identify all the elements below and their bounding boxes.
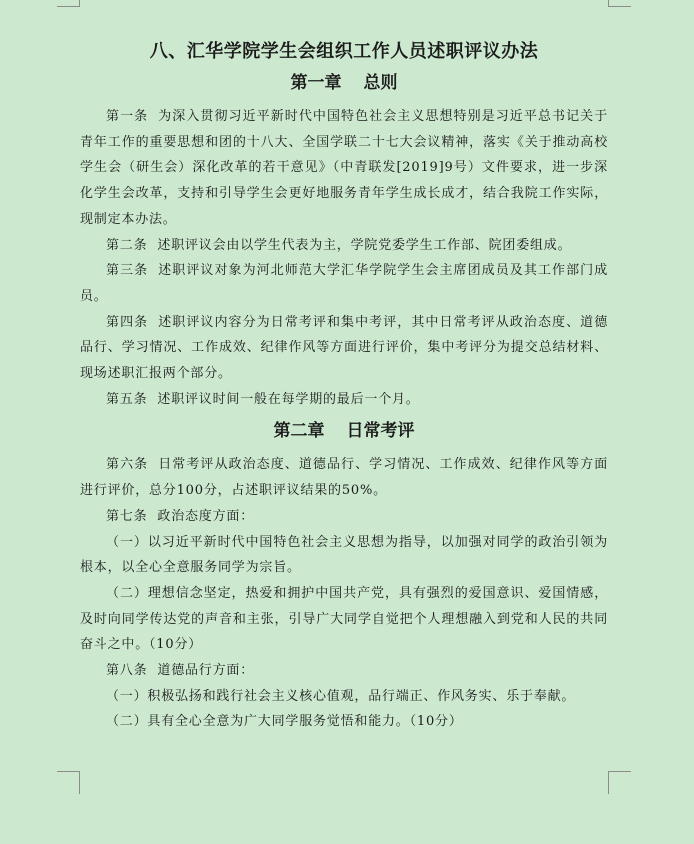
article-label: 第五条 [106, 391, 148, 407]
chapter-name: 总则 [363, 73, 398, 93]
article-label: 第八条 [106, 663, 148, 679]
article-7 [80, 504, 608, 530]
article-text: 述职评议对象为河北师范大学汇华学院学生会主席团成员及其工作部门成员。 [80, 263, 608, 304]
article-text: 述职评议内容分为日常考评和集中考评，其中日常考评从政治态度、道德品行、学习情况、工作成效、纪律作风等方面进行评价，集中考评分为提交总结材料、现场述职汇报两个部分。 [80, 314, 608, 382]
article-7-item-1 [80, 530, 608, 581]
article-text: （二）具有全心全意为广大同学服务觉悟和能力。（10分） [106, 714, 463, 730]
crop-mark-top-left [57, 0, 80, 7]
article-text: （二）理想信念坚定，热爱和拥护中国共产党，具有强烈的爱国意识、爱国情感，及时向同学传达党的声音和主张，引导广大同学自觉把个人理想融入到党和人民的共同奋斗之中。（10分） [80, 585, 608, 653]
article-8-item-2 [80, 709, 608, 735]
crop-mark-bottom-right [608, 771, 631, 794]
article-2 [80, 233, 608, 259]
article-text: 述职评议会由以学生代表为主，学院党委学生工作部、院团委组成。 [157, 237, 572, 253]
article-text: （一）积极弘扬和践行社会主义核心值观，品行端正、作风务实、乐于奉献。 [106, 688, 576, 704]
chapter-heading-2 [80, 416, 608, 446]
article-6 [80, 452, 608, 503]
chapter-number: 第二章 [273, 421, 325, 442]
article-5 [80, 387, 608, 413]
article-8-item-1 [80, 684, 608, 710]
article-text: 道德品行方面： [157, 663, 255, 679]
chapter-name: 日常考评 [346, 421, 415, 442]
article-text: 述职评议时间一般在每学期的最后一个月。 [157, 391, 420, 407]
article-4 [80, 310, 608, 387]
document-page [80, 38, 608, 735]
article-label: 第六条 [106, 457, 149, 473]
article-8 [80, 658, 608, 684]
crop-mark-top-right [608, 0, 631, 7]
article-text: 日常考评从政治态度、道德品行、学习情况、工作成效、纪律作风等方面进行评价，总分100分，占述职评议结果的50%。 [80, 457, 608, 499]
crop-mark-bottom-left [57, 771, 80, 794]
article-label: 第三条 [106, 263, 149, 279]
article-label: 第一条 [106, 109, 149, 124]
chapter-heading-1 [80, 68, 608, 98]
article-label: 第二条 [106, 237, 148, 253]
article-text: 政治态度方面： [157, 508, 255, 524]
article-label: 第七条 [106, 508, 148, 524]
chapter-number: 第一章 [290, 73, 342, 93]
document-title: 八、汇华学院学生会组织工作人员述职评议办法 [149, 41, 539, 62]
article-text: （一）以习近平新时代中国特色社会主义思想为指导，以加强对同学的政治引领为根本，以全心全意服务同学为宗旨。 [80, 534, 608, 576]
article-7-item-2 [80, 581, 608, 658]
article-1 [80, 104, 608, 233]
article-3 [80, 258, 608, 309]
article-text: 为深入贯彻习近平新时代中国特色社会主义思想特别是习近平总书记关于青年工作的重要思想和团的十八大、全国学联二十七大会议精神，落实《关于推动高校学生会（研生会）深化改革的若干意见》（中青联发[2019]9号）文件要求，进一步深化学生会改革，支持和引导学生会更好地服务青年学生成长成才，结合我院工作实际，现制定本办法。 [80, 109, 608, 227]
article-label: 第四条 [106, 314, 149, 330]
